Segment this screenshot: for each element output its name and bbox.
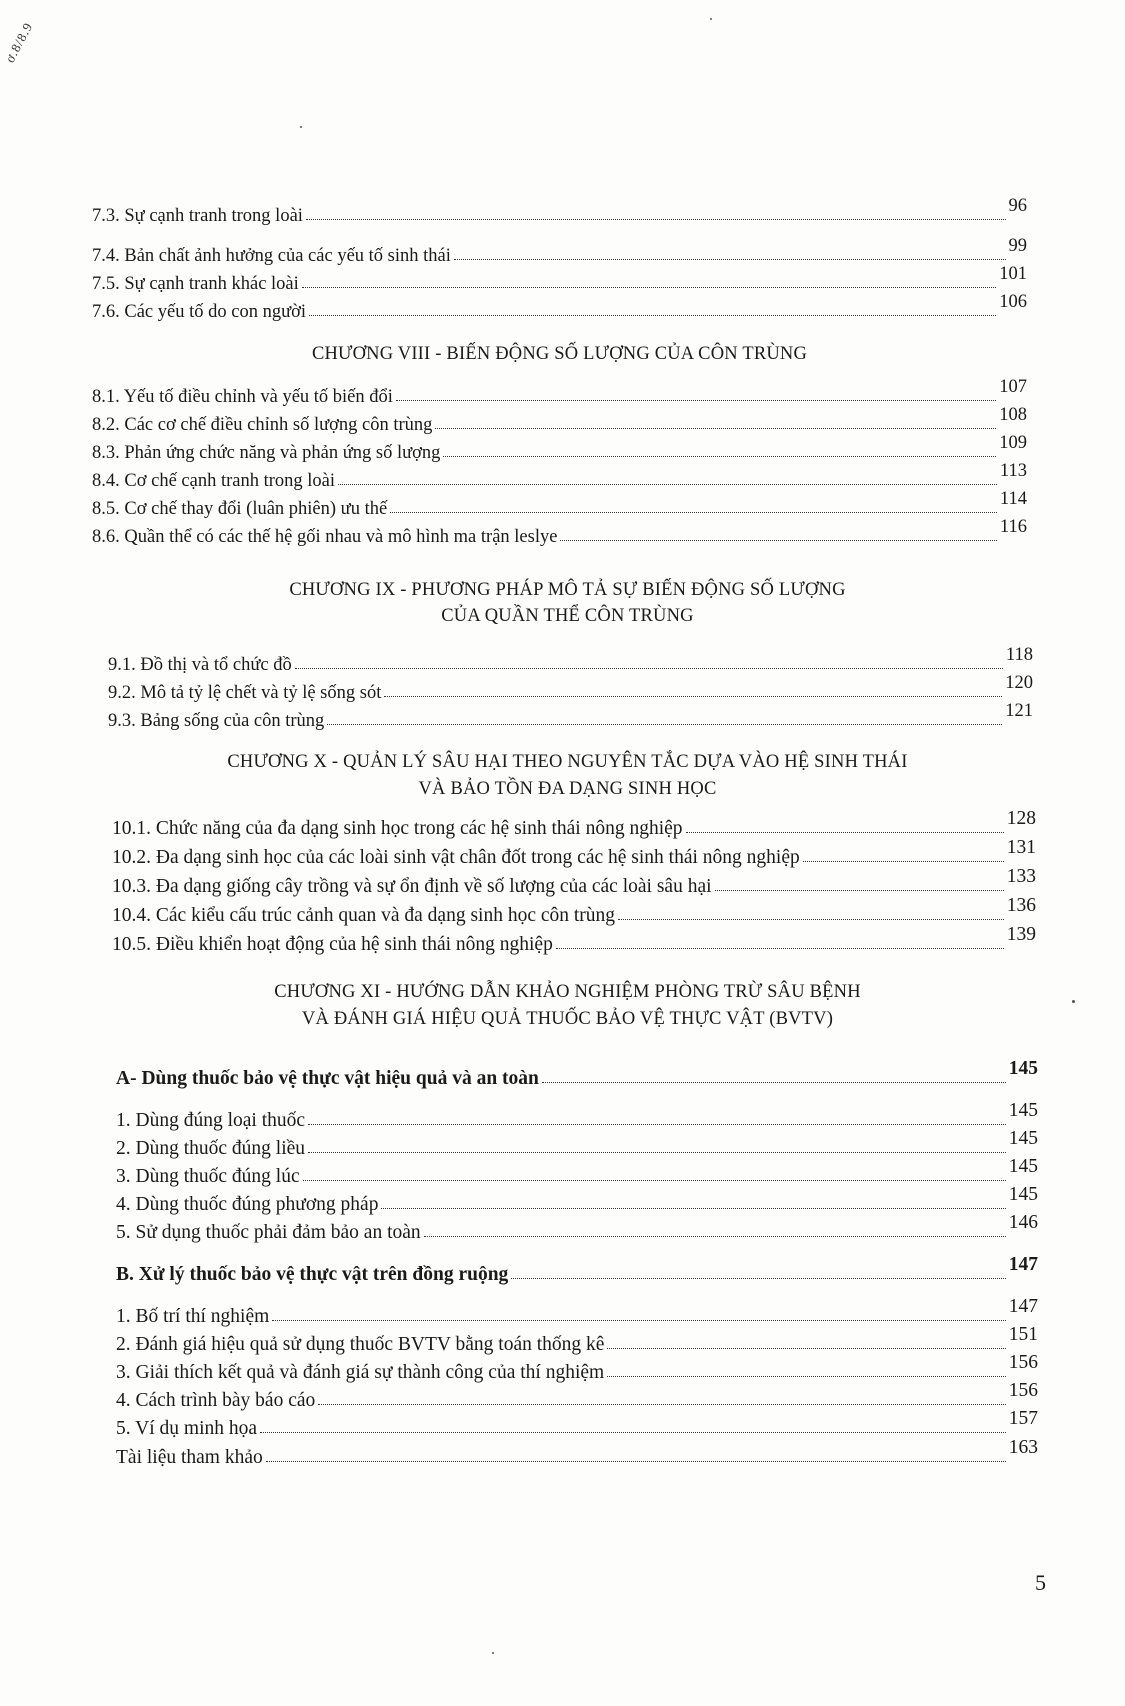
toc-entry-page: 145 <box>1008 1058 1038 1079</box>
toc-entry-label: 8.4. Cơ chế cạnh tranh trong loài <box>92 471 336 491</box>
scan-speck <box>710 18 712 20</box>
toc-entry-label: A- Dùng thuốc bảo vệ thực vật hiệu quả và an toàn <box>116 1068 539 1089</box>
leader-dots <box>272 1319 1005 1321</box>
leader-dots <box>266 1460 1006 1462</box>
toc-entry-references <box>116 1437 1038 1469</box>
toc-entry-label: 1. Dùng đúng loại thuốc <box>116 1110 306 1131</box>
leader-dots <box>302 286 996 288</box>
toc-entry-page: 114 <box>999 489 1027 509</box>
toc-entry-a-5 <box>116 1212 1038 1244</box>
toc-entry-page: 99 <box>1008 236 1027 256</box>
toc-entry-label: 7.4. Bản chất ảnh hưởng của các yếu tố sinh thái <box>92 246 451 266</box>
toc-entry-9-1 <box>108 645 1033 676</box>
chapter-11-heading-line1: CHƯƠNG XI - HƯỚNG DẪN KHẢO NGHIỆM PHÒNG TRỪ SÂU BỆNH <box>274 982 861 1002</box>
toc-entry-label: 10.1. Chức năng của đa dạng sinh học trong các hệ sinh thái nông nghiệp <box>112 818 683 839</box>
toc-part-a <box>116 1058 1038 1090</box>
toc-entry-label: 9.1. Đồ thị và tổ chức đồ <box>108 655 292 675</box>
leader-dots <box>318 1403 1005 1405</box>
toc-entry-b-5 <box>116 1408 1038 1440</box>
leader-dots <box>390 511 997 513</box>
scan-speck <box>492 1652 494 1654</box>
toc-entry-8-1 <box>92 377 1027 408</box>
chapter-10-heading-line1: CHƯƠNG X - QUẢN LÝ SÂU HẠI THEO NGUYÊN TẮC DỰA VÀO HỆ SINH THÁI <box>227 752 908 772</box>
toc-entry-label: 3. Giải thích kết quả và đánh giá sự thành công của thí nghiệm <box>116 1362 605 1383</box>
toc-entry-page: 136 <box>1006 895 1036 916</box>
toc-entry-label: 4. Dùng thuốc đúng phương pháp <box>116 1194 379 1215</box>
toc-entry-page: 163 <box>1008 1437 1038 1458</box>
toc-entry-9-2 <box>108 673 1033 704</box>
leader-dots <box>295 667 1003 669</box>
toc-entry-b-1 <box>116 1296 1038 1328</box>
toc-entry-page: 101 <box>999 264 1027 284</box>
leader-dots <box>309 314 996 316</box>
toc-entry-label: 10.5. Điều khiển hoạt động của hệ sinh thái nông nghiệp <box>112 934 553 955</box>
scan-speck <box>1072 1000 1075 1003</box>
toc-entry-10-3 <box>112 866 1036 898</box>
toc-entry-page: 147 <box>1008 1296 1038 1317</box>
leader-dots <box>443 455 996 457</box>
toc-entry-page: 156 <box>1008 1352 1038 1373</box>
toc-entry-b-3 <box>116 1352 1038 1384</box>
toc-entry-page: 139 <box>1006 924 1036 945</box>
toc-entry-page: 156 <box>1008 1380 1038 1401</box>
toc-entry-label: 7.6. Các yếu tố do con người <box>92 302 307 322</box>
leader-dots <box>435 427 996 429</box>
toc-entry-page: 147 <box>1008 1254 1038 1275</box>
toc-entry-label: 9.2. Mô tả tỷ lệ chết và tỷ lệ sống sót <box>108 683 382 703</box>
toc-entry-label: 2. Đánh giá hiệu quả sử dụng thuốc BVTV bằng toán thống kê <box>116 1334 605 1355</box>
leader-dots <box>306 218 1006 220</box>
toc-entry-8-3 <box>92 433 1027 464</box>
toc-entry-b-4 <box>116 1380 1038 1412</box>
scan-speck <box>300 126 302 128</box>
leader-dots <box>338 483 997 485</box>
leader-dots <box>303 1179 1006 1181</box>
toc-entry-page: 128 <box>1006 808 1036 829</box>
toc-entry-page: 146 <box>1008 1212 1038 1233</box>
toc-entry-label: 10.2. Đa dạng sinh học của các loài sinh vật chân đốt trong các hệ sinh thái nông nghiệp <box>112 847 800 868</box>
toc-entry-page: 145 <box>1008 1184 1038 1205</box>
leader-dots <box>396 399 996 401</box>
chapter-10-heading-line2: VÀ BẢO TỒN ĐA DẠNG SINH HỌC <box>418 779 717 799</box>
toc-entry-label: 8.6. Quần thể có các thế hệ gối nhau và mô hình ma trận leslye <box>92 527 558 547</box>
toc-entry-8-2 <box>92 405 1027 436</box>
toc-entry-label: 10.3. Đa dạng giống cây trồng và sự ổn định về số lượng của các loài sâu hại <box>112 876 712 897</box>
toc-entry-9-3 <box>108 701 1033 732</box>
leader-dots <box>542 1081 1006 1083</box>
toc-entry-8-6 <box>92 517 1027 548</box>
toc-entry-label: 4. Cách trình bày báo cáo <box>116 1390 316 1411</box>
toc-entry-page: 107 <box>999 377 1027 397</box>
toc-entry-page: 96 <box>1008 196 1027 216</box>
leader-dots <box>607 1347 1005 1349</box>
leader-dots <box>454 258 1006 260</box>
leader-dots <box>618 918 1004 920</box>
toc-entry-7-5 <box>92 264 1027 295</box>
toc-entry-label: 2. Dùng thuốc đúng liều <box>116 1138 306 1159</box>
chapter-11-heading-line2: VÀ ĐÁNH GIÁ HIỆU QUẢ THUỐC BẢO VỆ THỰC VẬT (BVTV) <box>301 1009 834 1029</box>
toc-part-b <box>116 1254 1038 1286</box>
leader-dots <box>384 695 1002 697</box>
toc-entry-a-1 <box>116 1100 1038 1132</box>
chapter-8-heading: CHƯƠNG VIII - BIẾN ĐỘNG SỐ LƯỢNG CỦA CÔN TRÙNG <box>311 344 808 364</box>
toc-entry-label: 1. Bố trí thí nghiệm <box>116 1306 270 1327</box>
toc-entry-page: 145 <box>1008 1156 1038 1177</box>
toc-entry-10-1 <box>112 808 1036 840</box>
leader-dots <box>424 1235 1006 1237</box>
page-number: 5 <box>1035 1570 1046 1595</box>
toc-entry-10-2 <box>112 837 1036 869</box>
toc-entry-page: 106 <box>999 292 1027 312</box>
toc-entry-a-4 <box>116 1184 1038 1216</box>
leader-dots <box>327 723 1002 725</box>
leader-dots <box>556 947 1004 949</box>
toc-entry-page: 133 <box>1006 866 1036 887</box>
toc-entry-b-2 <box>116 1324 1038 1356</box>
toc-entry-page: 157 <box>1008 1408 1038 1429</box>
toc-entry-label: 9.3. Bảng sống của côn trùng <box>108 711 325 731</box>
toc-entry-label: 8.3. Phản ứng chức năng và phản ứng số lượng <box>92 443 441 463</box>
toc-entry-page: 131 <box>1006 837 1036 858</box>
leader-dots <box>560 539 996 541</box>
toc-entry-a-2 <box>116 1128 1038 1160</box>
leader-dots <box>381 1207 1005 1209</box>
toc-entry-10-5 <box>112 924 1036 956</box>
toc-entry-10-4 <box>112 895 1036 927</box>
toc-entry-page: 145 <box>1008 1128 1038 1149</box>
toc-entry-label: 10.4. Các kiểu cấu trúc cảnh quan và đa dạng sinh học côn trùng <box>112 905 616 926</box>
toc-entry-label: B. Xử lý thuốc bảo vệ thực vật trên đồng ruộng <box>116 1264 509 1285</box>
chapter-9-heading-line2: CỦA QUẦN THỂ CÔN TRÙNG <box>441 606 694 626</box>
toc-entry-page: 109 <box>999 433 1027 453</box>
corner-stamp: ơ.8/8.9 <box>2 19 36 66</box>
toc-entry-7-4 <box>92 236 1027 267</box>
toc-entry-label: Tài liệu tham khảo <box>116 1447 263 1468</box>
toc-entry-8-4 <box>92 461 1027 492</box>
leader-dots <box>511 1277 1005 1279</box>
toc-entry-page: 118 <box>1005 645 1033 665</box>
toc-entry-label: 7.3. Sự cạnh tranh trong loài <box>92 206 303 226</box>
leader-dots <box>260 1431 1006 1433</box>
toc-entry-8-5 <box>92 489 1027 520</box>
chapter-9-heading-line1: CHƯƠNG IX - PHƯƠNG PHÁP MÔ TẢ SỰ BIẾN ĐỘNG SỐ LƯỢNG <box>289 580 846 600</box>
leader-dots <box>803 860 1004 862</box>
toc-entry-7-3 <box>92 196 1027 227</box>
toc-entry-label: 7.5. Sự cạnh tranh khác loài <box>92 274 299 294</box>
toc-entry-label: 8.1. Yếu tố điều chỉnh và yếu tố biến đổi <box>92 387 393 407</box>
toc-entry-a-3 <box>116 1156 1038 1188</box>
toc-entry-label: 8.2. Các cơ chế điều chỉnh số lượng côn trùng <box>92 415 433 435</box>
toc-entry-label: 5. Ví dụ minh họa <box>116 1418 258 1439</box>
toc-entry-label: 3. Dùng thuốc đúng lúc <box>116 1166 300 1187</box>
toc-entry-page: 116 <box>999 517 1027 537</box>
toc-entry-page: 120 <box>1005 673 1033 693</box>
toc-entry-page: 108 <box>999 405 1027 425</box>
toc-entry-page: 113 <box>999 461 1027 481</box>
toc-entry-page: 145 <box>1008 1100 1038 1121</box>
leader-dots <box>308 1123 1006 1125</box>
toc-entry-7-6 <box>92 292 1027 323</box>
toc-entry-label: 8.5. Cơ chế thay đổi (luân phiên) ưu thế <box>92 499 388 519</box>
toc-entry-page: 121 <box>1005 701 1033 721</box>
leader-dots <box>715 889 1004 891</box>
leader-dots <box>308 1151 1006 1153</box>
toc-entry-label: 5. Sử dụng thuốc phải đảm bảo an toàn <box>116 1222 421 1243</box>
leader-dots <box>607 1375 1006 1377</box>
leader-dots <box>686 831 1004 833</box>
toc-entry-page: 151 <box>1008 1324 1038 1345</box>
